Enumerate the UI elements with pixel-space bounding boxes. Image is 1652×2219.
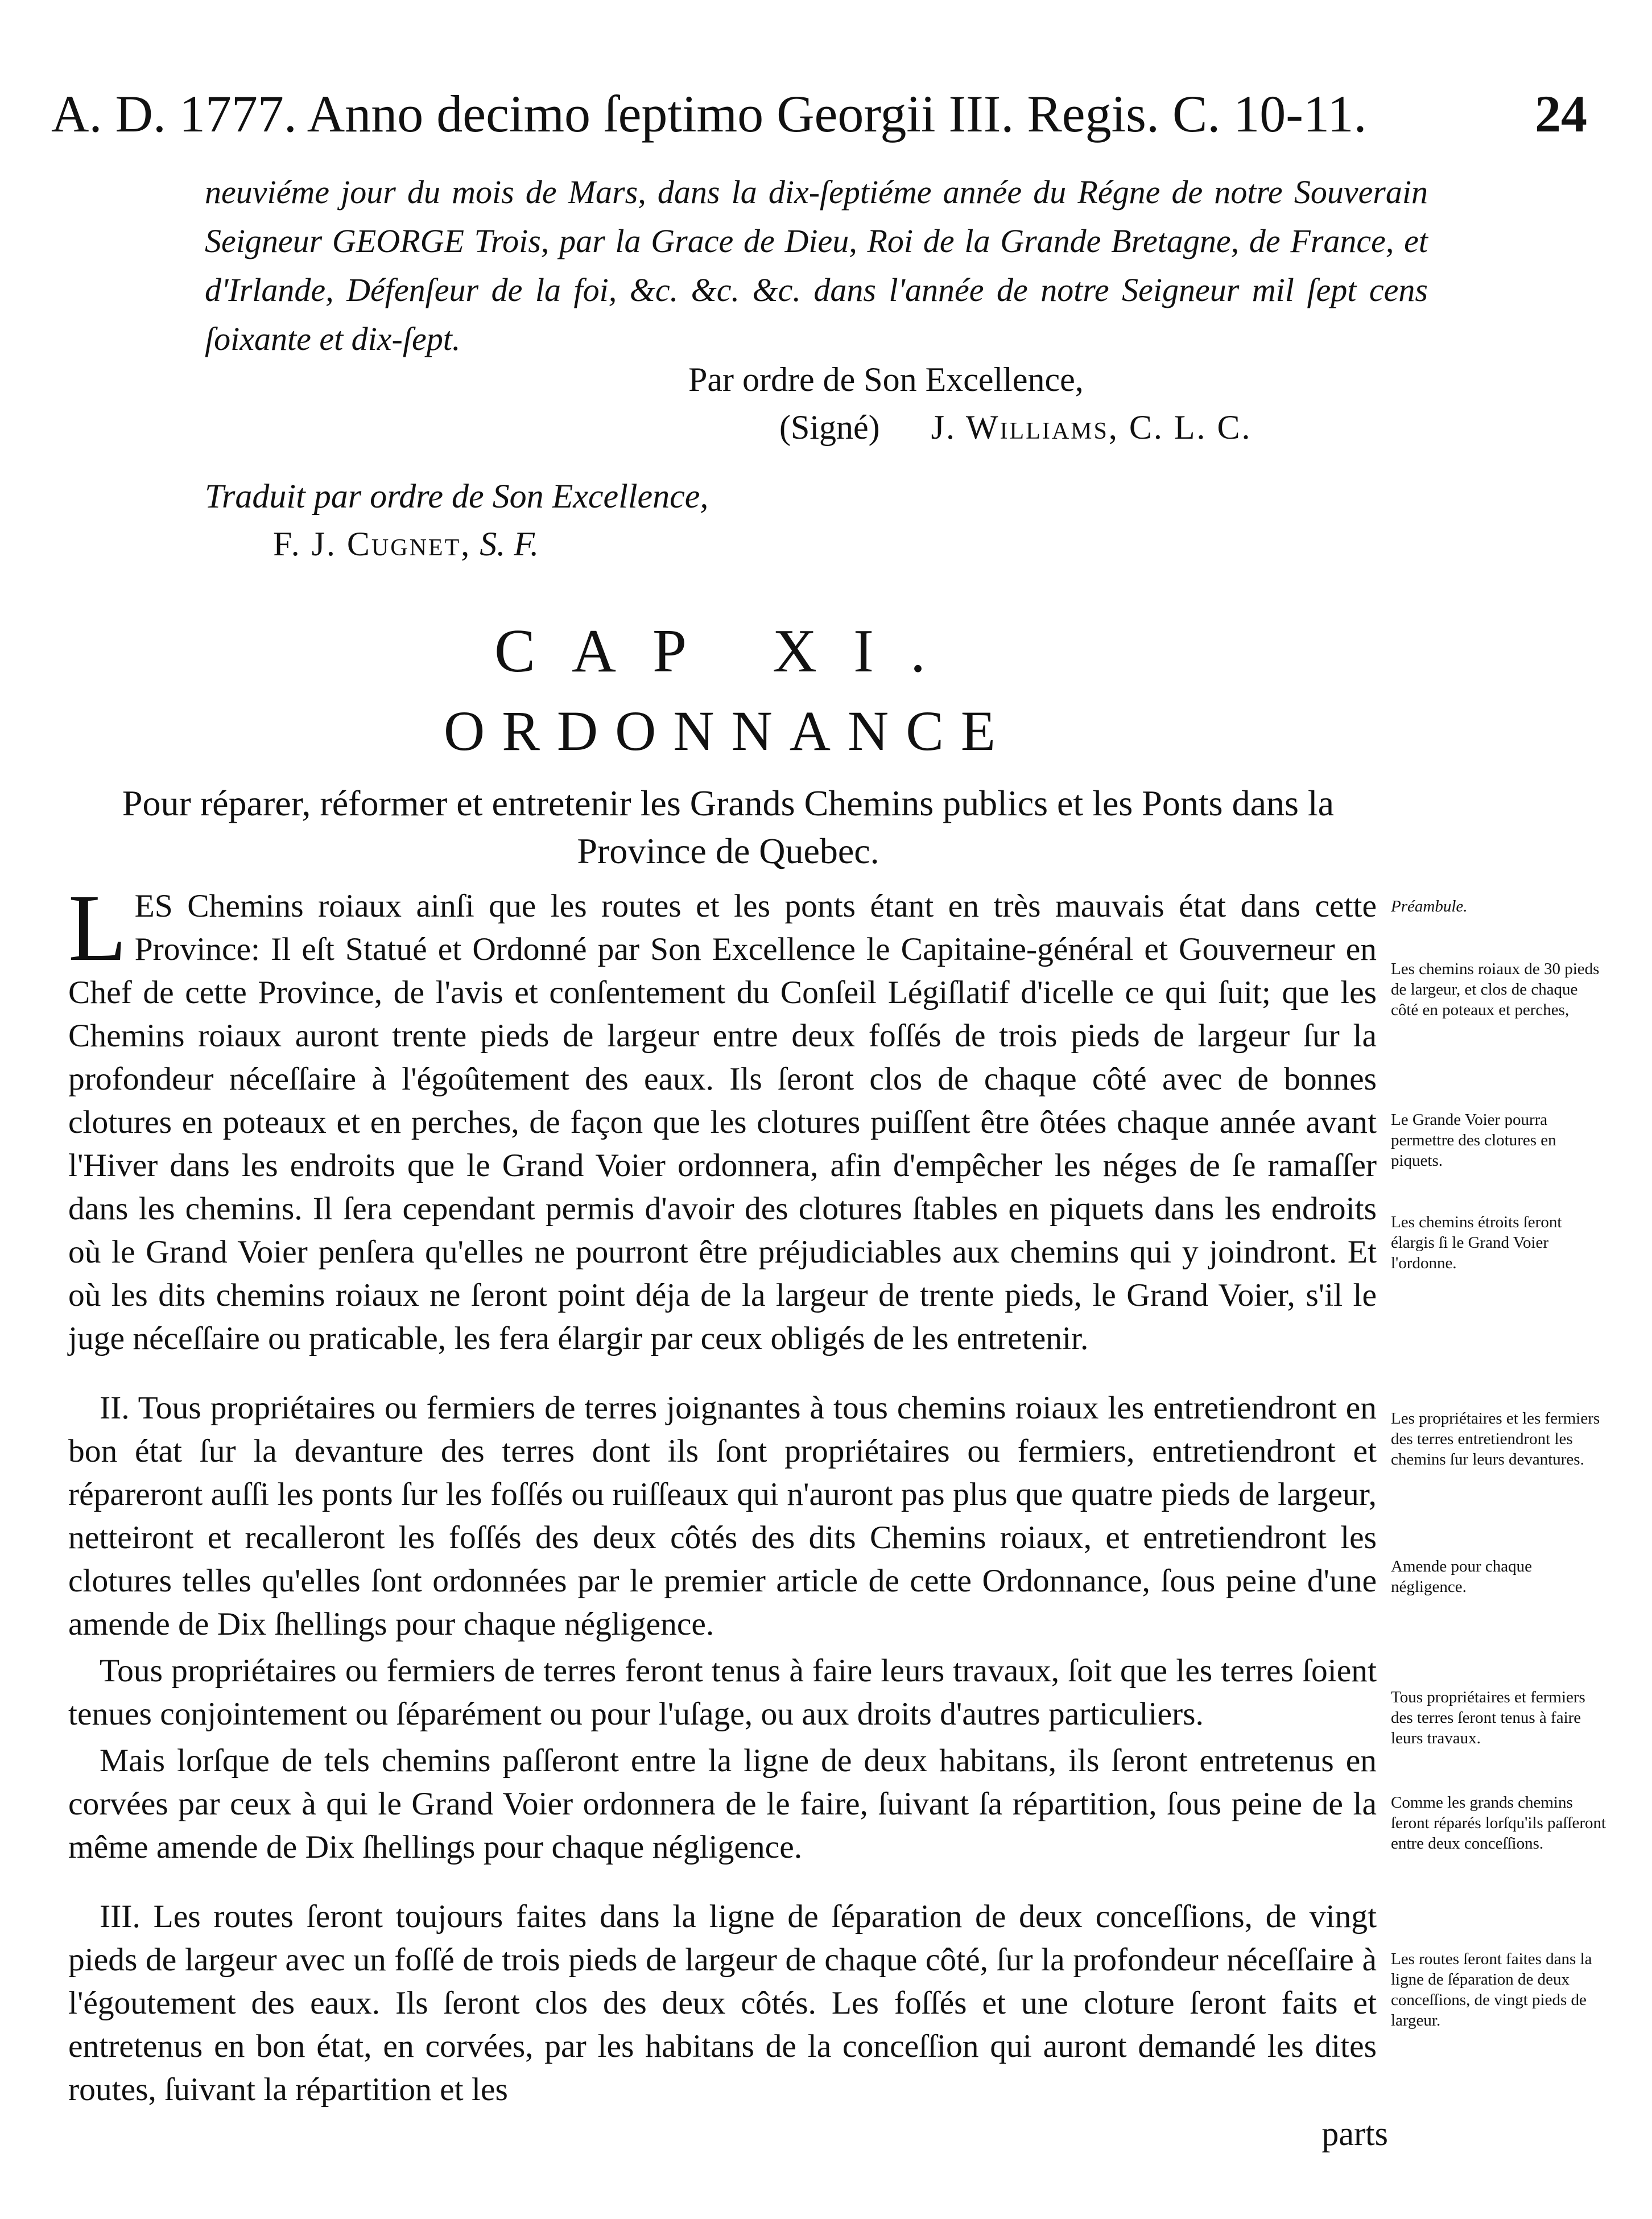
catchword: parts <box>1321 2115 1388 2152</box>
signe-label: (Signé) <box>779 409 880 446</box>
margin-note-preambule: Préambule. <box>1391 897 1468 915</box>
signature-block-1 <box>688 356 1371 451</box>
signatory-name: J. Williams, C. L. C. <box>931 409 1252 446</box>
translator-title: S. F. <box>480 525 539 563</box>
signature-name-line <box>688 403 1371 451</box>
ordinance-body <box>68 875 1377 2111</box>
paragraph-article-2: II. Tous propriétaires ou fermiers de terres joignantes à tous chemins roiaux les entretiendront en bon état ſur la devanture des terres dont ils ſont propriétaires ou fermiers, entretiendront et répareront auſſi les ponts ſur les foſſés ou ruiſſeaux qui n'auront pas plus que quatre pieds de largeur, netteiront et recalleront les foſſés des deux côtés des dits Chemins roiaux, et entretiendront les clotures telles qu'elles ſont ordonnées par le premier article de cette Ordonnance, ſous peine d'une amende de Dix ſhellings pour chaque négligence. <box>68 1390 1377 1642</box>
page-number: 24 <box>1535 85 1587 143</box>
margin-note: Les chemins étroits ſeront élargis ſi le Grand Voier l'ordonne. <box>1391 1213 1562 1272</box>
paragraph-habitans: Mais lorſque de tels chemins paſſeront entre la ligne de deux habitans, ils ſeront entretenus en corvées par ceux à qui le Grand Voier ordonnera de le faire, ſuivant ſa répartition, ſous peine de la même amende de Dix ſhellings pour chaque négligence. <box>68 1743 1377 1865</box>
translator-name: F. J. Cugnet, <box>273 525 472 563</box>
margin-note: Les routes ſeront faites dans la ligne de ſéparation de deux conceſſions, de vingt pieds de largeur. <box>1391 1950 1592 2030</box>
drop-cap: L <box>68 875 127 981</box>
translator-line <box>205 520 887 568</box>
chapter-heading: CAP XI. <box>494 617 963 685</box>
paragraph-preamble <box>68 875 1377 1360</box>
carry-over-paragraph: neuviéme jour du mois de Mars, dans la dix-ſeptiéme année du Régne de notre Souverain Seigneur GEORGE Trois, par la Grace de Dieu, Roi de la Grande Bretagne, de France, et d'Irlande, Défenſeur de la foi, &c. &c. &c. dans l'année de notre Seigneur mil ſept cens ſoixante et dix-ſept. <box>205 174 1428 357</box>
running-head: A. D. 1777. Anno decimo ſeptimo Georgii III. Regis. C. 10-11. <box>51 85 1367 143</box>
margin-note: Les chemins roiaux de 30 pieds de largeur, et clos de chaque côté en poteaux et perches, <box>1391 960 1600 1019</box>
margin-note: Les propriétaires et les fermiers des terres entretiendront les chemins ſur leurs devantures. <box>1391 1409 1600 1469</box>
translation-order-line: Traduit par ordre de Son Excellence, <box>205 477 709 515</box>
signature-block-2 <box>205 472 887 568</box>
signature-order-line: Par ordre de Son Excellence, <box>688 361 1084 398</box>
ordinance-subtitle: Pour réparer, réformer et entretenir les Grands Chemins publics et les Ponts dans la Province de Quebec. <box>122 783 1335 871</box>
margin-note: Comme les grands chemins ſeront réparés lorſqu'ils paſſeront entre deux conceſſions. <box>1391 1793 1606 1853</box>
ordinance-heading: ORDONNANCE <box>444 699 1013 762</box>
margin-note: Amende pour chaque négligence. <box>1391 1557 1533 1596</box>
margin-note: Tous propriétaires et fermiers des terres ſeront tenus à faire leurs travaux. <box>1391 1688 1585 1747</box>
paragraph-text: ES Chemins roiaux ainſi que les routes et les ponts étant en très mauvais état dans cette Province: Il eſt Statué et Ordonné par Son Excellence le Capitaine-général et Gouverneur en Chef de cette Province, de l'avis et conſentement du Conſeil Légiſlatif d'icelle ce qui ſuit; que les Chemins roiaux auront trente pieds de largeur entre deux foſſés de trois pieds de largeur ſur la profondeur néceſſaire à l'égoûtement des eaux. Ils ſeront clos de chaque côté avec de bonnes clotures en poteaux et en perches, de façon que les clotures puiſſent être ôtées chaque année avant l'Hiver dans les endroits que le Grand Voier ordonnera, afin d'empêcher les néges de ſe ramaſſer dans les chemins. Il ſera cependant permis d'avoir des clotures ſtables en piquets dans les endroits où le Grand Voier penſera qu'elles ne pourront être préjudiciables aux chemins qui y joindront. Et où les dits chemins roiaux ne ſeront point déja de la largeur de trente pieds, le Grand Voier, s'il le juge néceſſaire ou praticable, les fera élargir par ceux obligés de les entretenir. <box>68 888 1377 1356</box>
paragraph-article-3: III. Les routes ſeront toujours faites dans la ligne de ſéparation de deux conceſſions, de vingt pieds de largeur avec un foſſé de trois pieds de largeur de chaque côté, ſur la profondeur néceſſaire à l'égoutement des eaux. Ils ſeront clos des deux côtés. Les foſſés et une cloture ſeront faits et entretenus en bon état, en corvées, par les habitans de la conceſſion qui auront demandé les dites routes, ſuivant la répartition et les <box>68 1899 1377 2107</box>
margin-note: Le Grande Voier pourra permettre des clotures en piquets. <box>1391 1111 1556 1170</box>
paragraph-owners: Tous propriétaires ou fermiers de terres feront tenus à faire leurs travaux, ſoit que les terres ſoient tenues conjointement ou ſéparément ou pour l'uſage, ou aux droits d'autres particuliers. <box>68 1653 1377 1732</box>
